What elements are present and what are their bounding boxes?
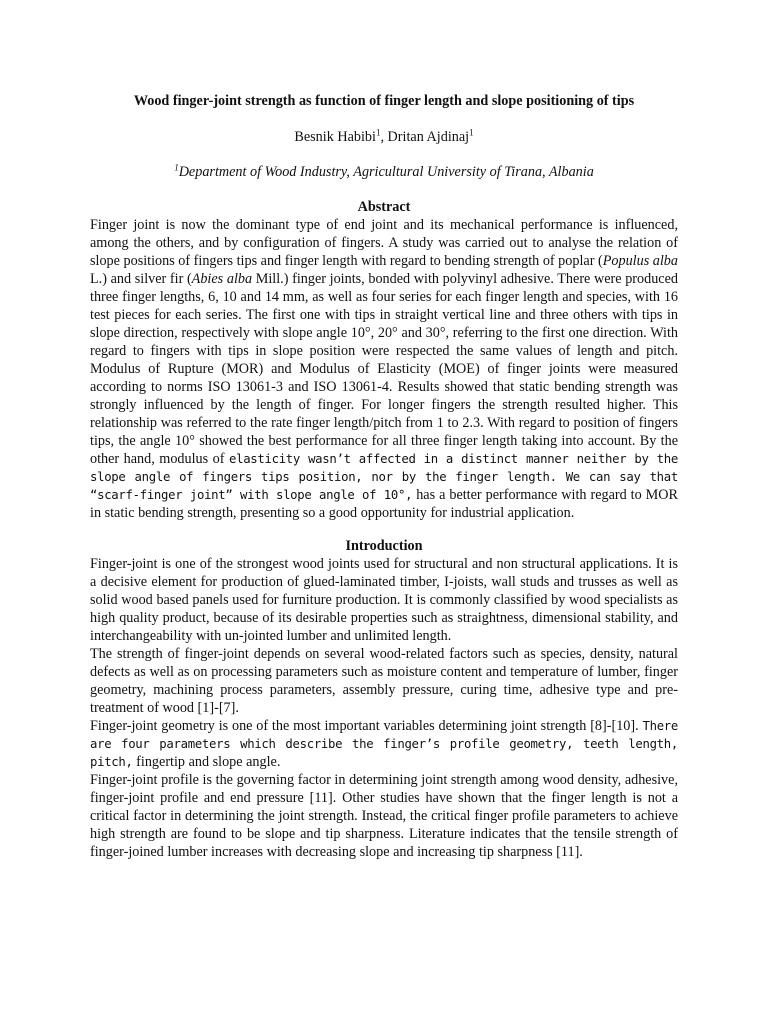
intro-paragraph [90, 717, 678, 771]
abstract-paragraph [90, 216, 678, 522]
abstract-heading: Abstract [357, 199, 411, 215]
intro-paragraph: The strength of finger-joint depends on several wood-related factors such as species, density, natural defects as well as on processing parameters such as moisture content and temperature of lumber, finger geometry, machining process parameters, assembly pressure, curing time, adhesive type and pre-treatment of wood [1]-[7]. [90, 646, 678, 716]
affiliation-marker: 1 [375, 127, 381, 138]
introduction-heading: Introduction [345, 538, 423, 554]
species-name: Abies alba [191, 271, 253, 287]
abstract-text: Finger joint is now the dominant type of end joint and its mechanical performance is influenced, among the others, and by configuration of fingers. A study was carried out to analyse the relation of slope positions of fingers tips and finger length with regard to bending strength of poplar ( [90, 217, 678, 269]
affiliation-marker: 1 [174, 162, 179, 173]
abstract-text: Mill.) finger joints, bonded with polyvinyl adhesive. There were produced three finger lengths, 6, 10 and 14 mm, as well as four series for each finger length and species, with 16 test pieces for each series. The first one with tips in straight vertical line and three others with tips in slope direction, respectively with slope angle 10°, 20° and 30°, referring to the first one direction. With regard to fingers with tips in slope position were respected the same values of length and pitch. Modulus of Rupture (MOR) and Modulus of Elasticity (MOE) of finger joints were measured according to norms ISO 13061-3 and ISO 13061-4. Results showed that static bending strength was strongly influenced by the length of finger. For longer fingers the strength resulted higher. This relationship was referred to the rate finger length/pitch from 1 to 2.3. With regard to position of fingers tips, the angle 10° showed the best performance for all three finger length taking into account. By the other hand, modulus of [90, 271, 678, 467]
abstract-text: L.) and silver fir ( [90, 271, 192, 287]
intro-text: Finger-joint geometry is one of the most important variables determining joint strength [8]-[10]. [90, 718, 639, 734]
intro-paragraph: Finger-joint is one of the strongest wood joints used for structural and non structural applications. It is a decisive element for production of glued-laminated timber, I-joists, wall studs and trusses as well as solid wood based panels used for furniture production. It is commonly classified by wood specialists as high quality product, because of its desirable properties such as straightness, dimensional stability, and interchangeability with un-jointed lumber and unlimited length. [90, 556, 678, 644]
intro-paragraph: Finger-joint profile is the governing factor in determining joint strength among wood density, adhesive, finger-joint profile and end pressure [11]. Other studies have shown that the finger length is not a critical factor in determining the joint strength. Instead, the critical finger profile parameters to achieve high strength are found to be slope and tip sharpness. Literature indicates that the tensile strength of finger-joined lumber increases with decreasing slope and increasing tip sharpness [11]. [90, 772, 678, 860]
author-name: Besnik Habibi [294, 129, 376, 145]
affiliation [90, 163, 678, 181]
intro-text: There are four parameters which describe the finger’s profile geometry, teeth length, pitch, [90, 719, 679, 769]
species-name: Populus alba [602, 253, 678, 269]
author-name: Dritan Ajdinaj [387, 129, 470, 145]
paper-page [90, 84, 678, 861]
intro-text: fingertip and slope angle. [132, 754, 281, 770]
author-separator: , [380, 129, 388, 145]
affiliation-marker: 1 [469, 127, 474, 138]
abstract-text: has a better performance with regard to MOR in static bending strength, presenting so a good opportunity for industrial application. [90, 487, 679, 521]
affiliation-text: Department of Wood Industry, Agricultural University of Tirana, Albania [178, 164, 594, 180]
abstract-text: elasticity wasn’t affected in a distinct manner neither by the slope angle of fingers tips position, nor by the finger length. We can say that “scarf-finger joint” with slope angle of 10°, [90, 452, 678, 502]
paper-title: Wood finger-joint strength as function of finger length and slope positioning of tips [133, 93, 635, 109]
author-line [90, 128, 678, 146]
